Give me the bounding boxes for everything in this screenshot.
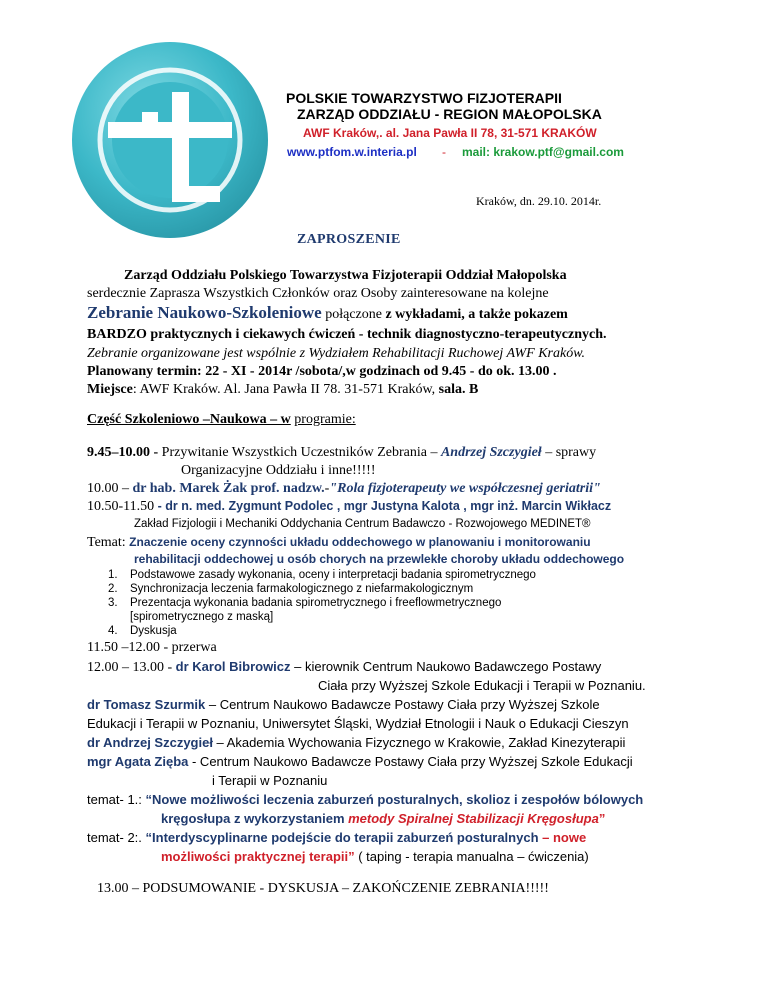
item4-line2: Ciała przy Wyższej Szkole Edukacji i Terapii w Poznaniu.: [318, 678, 646, 693]
item4-person: dr Karol Bibrowicz: [175, 659, 291, 674]
meeting-rest: z wykładami, a także pokazem: [385, 307, 568, 322]
program-item-1: [87, 445, 596, 461]
person-4: [87, 754, 633, 769]
org-name: POLSKIE TOWARZYSTWO FIZJOTERAPII: [286, 90, 562, 106]
program-heading-part2: programie:: [294, 412, 356, 427]
program-heading: [87, 412, 356, 428]
topic-2: [87, 830, 586, 845]
place-room: sala. B: [438, 382, 479, 397]
topic-1-method: metody Spiralnej Stabilizacji Kręgosłupa: [348, 811, 599, 826]
program-item-3: [87, 499, 611, 515]
item2-title: "Rola fizjoterapeuty we współczesnej geriatrii": [329, 481, 601, 496]
program-heading-part1: Część Szkoleniowo –Naukowa – w: [87, 412, 291, 427]
item2-dash: -: [324, 481, 330, 496]
item1-tail: – sprawy: [541, 445, 597, 460]
intro-line-5: Zebranie organizowane jest wspólnie z Wydziałem Rehabilitacji Ruchowej AWF Kraków.: [87, 346, 585, 361]
email-link[interactable]: mail: krakow.ptf@gmail.com: [462, 145, 624, 159]
topic-2-text-b: – nowe: [538, 830, 587, 845]
topic-2-text: “Interdyscyplinarne podejście do terapii zaburzeń posturalnych: [145, 830, 539, 845]
item1-person: Andrzej Szczygieł: [440, 445, 542, 460]
list-item: 3. Prezentacja wykonania badania spirometrycznego i freeflowmetrycznego: [108, 597, 502, 609]
topic-1-line2: [161, 811, 605, 826]
page-title: ZAPROSZENIE: [297, 232, 401, 247]
item3-topic-line2: rehabilitacji oddechowej u osób chorych na przewlekłe choroby układu oddechowego: [134, 552, 625, 566]
item3-people: - dr n. med. Zygmunt Podolec , mgr Justyna Kalota , mgr inż. Marcin Wikłacz: [157, 499, 612, 513]
item3-affiliation: Zakład Fizjologii i Mechaniki Oddychania Centrum Badawczo - Rozwojowego MEDINET®: [134, 518, 591, 530]
topic-2-label: temat- 2:.: [87, 830, 146, 845]
person-4-line2: i Terapii w Poznaniu: [212, 773, 328, 788]
program-item-4: [87, 659, 601, 676]
topic-2-line2: [161, 849, 589, 864]
item3-topic-line1: Znaczenie oceny czynności układu oddechowego w planowaniu i monitorowaniu: [129, 535, 591, 549]
meeting-line: [87, 303, 568, 323]
meeting-name: Zebranie Naukowo-Szkoleniowe: [87, 303, 322, 322]
item4-text: – kierownik Centrum Naukowo Badawczego Postawy: [290, 659, 602, 674]
program-item-2: [87, 481, 601, 497]
item1-time: 9.45–10.00 -: [87, 445, 162, 460]
ptf-logo-icon: [70, 40, 270, 240]
item2-time: 10.00 –: [87, 481, 133, 496]
person-3: [87, 735, 625, 750]
org-address: AWF Kraków,. al. Jana Pawła II 78, 31-571 KRAKÓW: [303, 126, 597, 140]
item3-time: 10.50-11.50: [87, 499, 155, 514]
list-item: 1. Podstawowe zasady wykonania, oceny i interpretacji badania spirometrycznego: [108, 569, 536, 581]
person-2-text: – Centrum Naukowo Badawcze Postawy Ciała przy Wyższej Szkole: [205, 697, 600, 712]
topic-1-line2-a: kręgosłupa z wykorzystaniem: [161, 811, 349, 826]
item4-time: 12.00 – 13.00 -: [87, 660, 176, 675]
contact-separator: -: [442, 145, 446, 159]
person-4-name: mgr Agata Zięba: [87, 754, 189, 769]
item3-topic: [87, 535, 591, 551]
website-link[interactable]: www.ptfom.w.interia.pl: [287, 145, 417, 159]
intro-line-1: Zarząd Oddziału Polskiego Towarzystwa Fizjoterapii Oddział Małopolska: [124, 268, 567, 283]
topic-2-line2-b: ( taping - terapia manualna – ćwiczenia): [354, 849, 589, 864]
intro-line-4: BARDZO praktycznych i ciekawych ćwiczeń - technik diagnostyczno-terapeutycznych.: [87, 327, 607, 342]
person-2-name: dr Tomasz Szurmik: [87, 697, 206, 712]
intro-line-2: serdecznie Zaprasza Wszystkich Członków oraz Osoby zainteresowane na kolejne: [87, 286, 549, 301]
planned-date: Planowany termin: 22 - XI - 2014r /sobota/,w godzinach od 9.45 - do ok. 13.00 .: [87, 364, 557, 379]
closing-line: 13.00 – PODSUMOWANIE - DYSKUSJA – ZAKOŃCZENIE ZEBRANIA!!!!!: [97, 881, 549, 896]
topic-2-line2-a: możliwości praktycznej terapii”: [161, 849, 355, 864]
date-line: Kraków, dn. 29.10. 2014r.: [476, 194, 602, 208]
item3-topic-label: Temat:: [87, 535, 130, 550]
item1-text: Przywitanie Wszystkich Uczestników Zebrania –: [161, 445, 441, 460]
break-line: 11.50 –12.00 - przerwa: [87, 640, 217, 655]
topic-1: [87, 792, 643, 807]
list-item: 2. Synchronizacja leczenia farmakologicznego z niefarmakologicznym: [108, 583, 474, 595]
item3-list: [108, 568, 536, 638]
org-branch: ZARZĄD ODDZIAŁU - REGION MAŁOPOLSKA: [297, 106, 602, 122]
topic-1-label: temat- 1.:: [87, 792, 146, 807]
meeting-connector: połączone: [321, 307, 386, 322]
person-2: [87, 697, 600, 712]
list-item: 4. Dyskusja: [108, 625, 177, 637]
item1-line2: Organizacyjne Oddziału i inne!!!!!: [181, 463, 376, 478]
person-4-text: - Centrum Naukowo Badawcze Postawy Ciała przy Wyższej Szkole Edukacji: [188, 754, 633, 769]
list-item-continuation: [spirometrycznego z maską]: [130, 611, 274, 623]
place-label: Miejsce: [87, 382, 133, 397]
person-3-text: – Akademia Wychowania Fizycznego w Krakowie, Zakład Kinezyterapii: [212, 735, 626, 750]
topic-1-line2-c: ”: [598, 811, 606, 826]
topic-1-text: “Nowe możliwości leczenia zaburzeń posturalnych, skolioz i zespołów bólowych: [145, 792, 644, 807]
place-text: : AWF Kraków. Al. Jana Pawła II 78. 31-571 Kraków,: [132, 382, 439, 397]
place-line: [87, 382, 478, 398]
person-3-name: dr Andrzej Szczygieł: [87, 735, 213, 750]
item2-person: dr hab. Marek Żak prof. nadzw.: [132, 481, 325, 496]
person-2-line2: Edukacji i Terapii w Poznaniu, Uniwersytet Śląski, Wydział Etnologii i Nauk o Edukacji Cieszyn: [87, 716, 629, 731]
